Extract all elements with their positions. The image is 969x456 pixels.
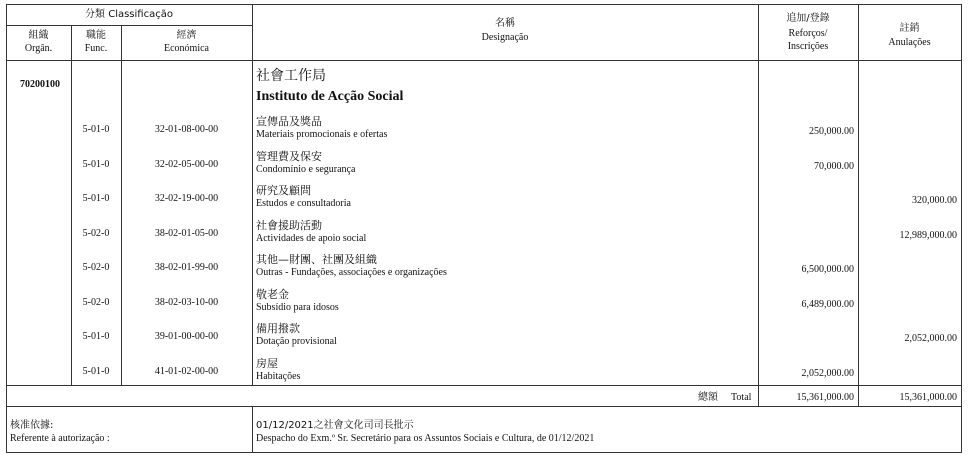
rule-col-footer [252, 406, 253, 453]
row-designation-zh: 管理費及保安 [256, 150, 322, 163]
econ-header-pt: Económica [164, 43, 209, 54]
row-func-code: 5-01-0 [82, 193, 110, 204]
row-econ-code: 32-02-05-00-00 [154, 159, 219, 170]
row-designation-pt: Outras - Fundações, associações e organizações [256, 267, 447, 278]
organ-header-pt: Orgân. [24, 43, 53, 54]
row-designation-pt: Habitações [256, 371, 301, 382]
row-func-code: 5-02-0 [82, 297, 110, 308]
authorization-basis-pt: Referente à autorização : [10, 433, 110, 444]
row-econ-code: 39-01-00-00-00 [154, 331, 219, 342]
row-designation-pt: Dotação provisional [256, 336, 337, 347]
rule-bottom [6, 452, 962, 453]
row-func-code: 5-01-0 [82, 331, 110, 342]
row-func-code: 5-02-0 [82, 228, 110, 239]
row-reforcos: 6,500,000.00 [801, 264, 854, 275]
row-designation-zh: 社會援助活動 [256, 219, 322, 232]
rule-col-desig [758, 4, 759, 407]
row-econ-code: 32-01-08-00-00 [154, 124, 219, 135]
row-designation-zh: 房屋 [256, 357, 278, 370]
budget-table [6, 4, 962, 453]
approval-zh: 01/12/2021之社會文化司司長批示 [256, 420, 414, 431]
row-econ-code: 32-02-19-00-00 [154, 193, 219, 204]
row-designation-pt: Condomínio e segurança [256, 164, 356, 175]
row-anulacoes: 12,989,000.00 [899, 230, 957, 241]
total-label-pt: Total [731, 392, 752, 403]
row-func-code: 5-02-0 [82, 262, 110, 273]
organ-header-zh: 組織 [28, 30, 49, 41]
designation-header-pt: Designação [481, 32, 529, 43]
anulacoes-header-zh: 註銷 [899, 23, 920, 34]
row-func-code: 5-01-0 [82, 124, 110, 135]
rule-rows-bottom [6, 385, 962, 386]
entity-code: 70200100 [20, 79, 60, 90]
row-designation-zh: 敬老金 [256, 288, 289, 301]
rule-header-bottom [6, 60, 962, 61]
row-reforcos: 6,489,000.00 [801, 299, 854, 310]
row-reforcos: 70,000.00 [814, 161, 854, 172]
rule-total-bottom [6, 406, 962, 407]
row-designation-zh: 其他—財團、社團及組織 [256, 253, 377, 266]
row-func-code: 5-01-0 [82, 159, 110, 170]
row-designation-pt: Materiais promocionais e ofertas [256, 129, 388, 140]
func-header-zh: 職能 [86, 30, 106, 41]
econ-header-zh: 經濟 [176, 30, 197, 41]
reforcos-header-pt1: Reforços/ [788, 28, 828, 39]
reforcos-header-pt2: Inscrições [787, 41, 829, 52]
rule-left [6, 4, 7, 453]
approval-pt: Despacho do Exm.º Sr. Secretário para os Assuntos Sociais e Cultura, de 01/12/2021 [256, 433, 595, 444]
row-econ-code: 38-02-01-99-00 [154, 262, 219, 273]
row-econ-code: 38-02-03-10-00 [154, 297, 219, 308]
total-label-zh: 總額 [698, 392, 718, 403]
row-designation-zh: 研究及顧問 [256, 184, 311, 197]
entity-name-zh: 社會工作局 [256, 68, 326, 84]
reforcos-header-zh: 追加/登錄 [786, 13, 830, 24]
row-designation-pt: Subsídio para idosos [256, 302, 339, 313]
rule-col-econ [252, 4, 253, 386]
row-func-code: 5-01-0 [82, 366, 110, 377]
total-reforcos: 15,361,000.00 [796, 392, 854, 403]
row-designation-zh: 備用撥款 [256, 322, 300, 335]
row-anulacoes: 2,052,000.00 [904, 333, 957, 344]
row-designation-pt: Estudos e consultadoria [256, 198, 351, 209]
anulacoes-header-pt: Anulações [888, 37, 931, 48]
classification-header: 分類 Classificação [85, 9, 173, 20]
rule-classification [6, 25, 252, 26]
row-anulacoes: 320,000.00 [912, 195, 957, 206]
total-anulacoes: 15,361,000.00 [899, 392, 957, 403]
rule-right [961, 4, 962, 453]
row-econ-code: 38-02-01-05-00 [154, 228, 219, 239]
rule-top [6, 4, 962, 5]
row-designation-pt: Actividades de apoio social [256, 233, 367, 244]
row-econ-code: 41-01-02-00-00 [154, 366, 219, 377]
row-reforcos: 2,052,000.00 [801, 368, 854, 379]
entity-name-pt: Instituto de Acção Social [256, 89, 404, 104]
row-designation-zh: 宣傳品及獎品 [256, 115, 322, 128]
row-reforcos: 250,000.00 [809, 126, 854, 137]
designation-header-zh: 名稱 [495, 18, 515, 29]
func-header-pt: Func. [84, 43, 108, 54]
authorization-basis-zh: 核准依據: [10, 420, 54, 431]
